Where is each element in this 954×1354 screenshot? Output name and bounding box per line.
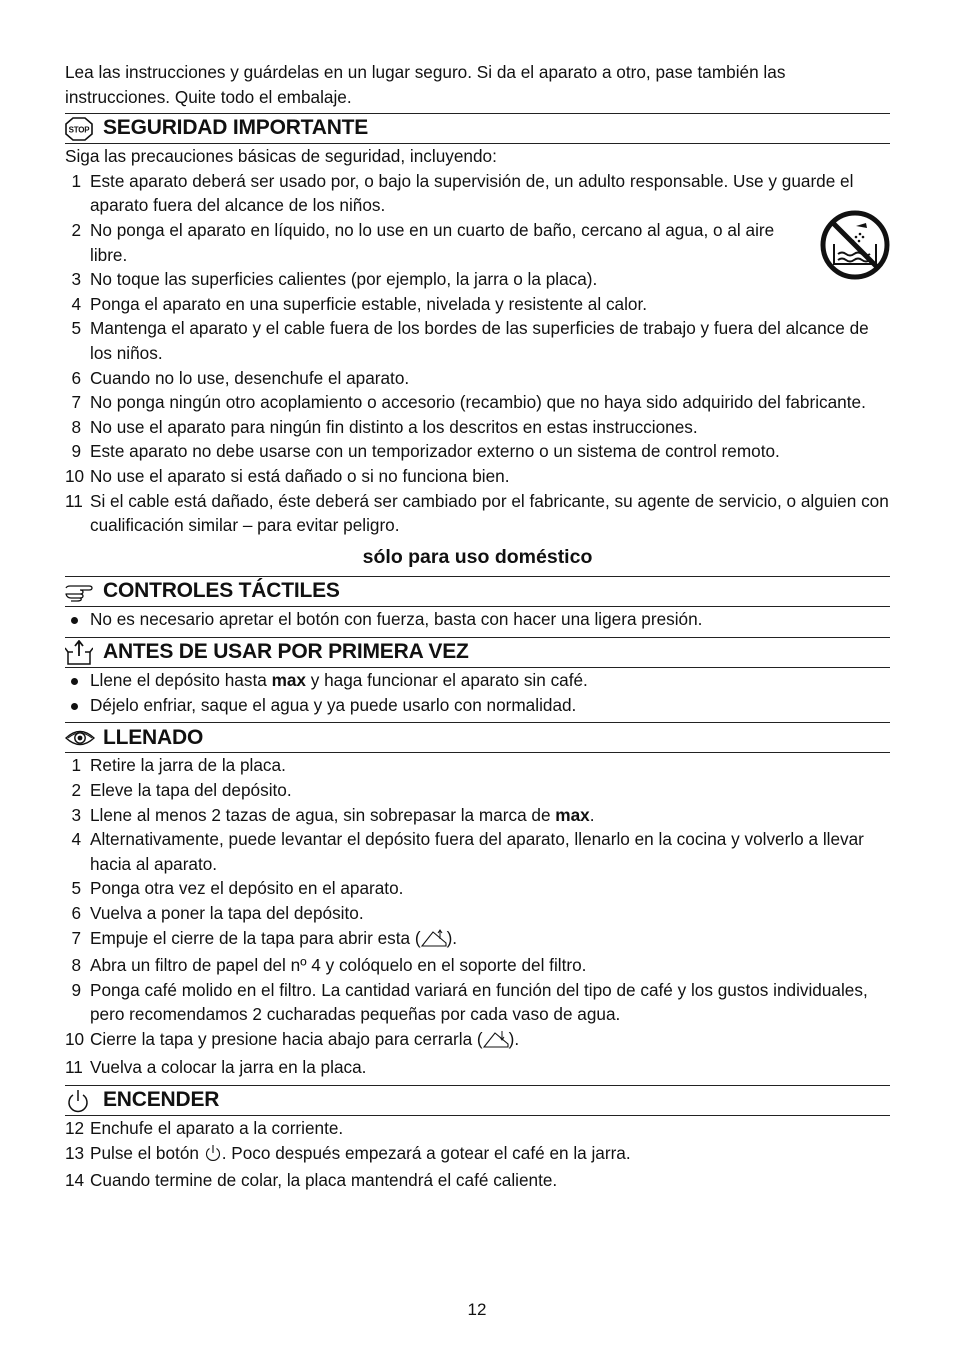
list-item-text: Alternativamente, puede levantar el depósito fuera del aparato, llenarlo en la cocina y volverlo a llevar hacia al aparato. bbox=[90, 829, 864, 874]
text-part: Cierre la tapa y presione hacia abajo para cerrarla ( bbox=[90, 1029, 483, 1049]
list-item-text: Eleve la tapa del depósito. bbox=[90, 780, 292, 801]
text-part: Pulse el botón bbox=[90, 1142, 204, 1163]
stop-icon bbox=[65, 116, 95, 142]
text-part: Llene el depósito hasta bbox=[90, 670, 272, 691]
max-mark: max bbox=[555, 804, 590, 825]
intro-text: Lea las instrucciones y guárdelas en un lugar seguro. Si da el aparato a otro, pase también las instrucciones. Quite todo el embalaje. bbox=[65, 62, 786, 107]
first-use-heading-text: ANTES DE USAR POR PRIMERA VEZ bbox=[103, 640, 469, 664]
bullet-dot bbox=[71, 678, 78, 685]
first-use-list bbox=[65, 668, 890, 717]
text-part: ). bbox=[508, 1029, 520, 1049]
list-item-number: 7 bbox=[71, 392, 81, 413]
list-item-number: 9 bbox=[71, 441, 81, 462]
list-item: 1 Retire la jarra de la placa. bbox=[71, 755, 286, 776]
list-item bbox=[65, 316, 890, 365]
safety-list bbox=[65, 169, 890, 538]
no-water-warning-icon bbox=[820, 210, 890, 285]
list-item: 9 Ponga café molido en el filtro. La cantidad variará en función del tipo de café y los gustos individuales, pero recomendamos 2 cucharadas pequeñas por cada vaso de agua. bbox=[71, 979, 868, 1025]
list-item: 5 Ponga otra vez el depósito en el aparato. bbox=[71, 878, 404, 899]
bullet-dot bbox=[71, 617, 78, 624]
text-part: . bbox=[589, 804, 595, 825]
list-item: 13 Pulse el botón . Poco después empezará a gotear el café en la jarra. bbox=[65, 1141, 890, 1169]
list-item-number: 3 bbox=[71, 269, 81, 290]
list-item bbox=[65, 464, 890, 489]
list-item-text: No ponga el aparato en líquido, no lo use en un cuarto de baño, cercano al agua, o al aire libre. bbox=[90, 219, 775, 265]
touch-heading-text: CONTROLES TÁCTILES bbox=[103, 578, 340, 602]
list-item-text: Abra un filtro de papel del nº 4 y colóquelo en el soporte del filtro. bbox=[90, 955, 587, 976]
safety-heading-text: SEGURIDAD IMPORTANTE bbox=[103, 116, 369, 140]
list-item-text: Vuelva a colocar la jarra en la placa. bbox=[90, 1056, 367, 1077]
text-part: y haga funcionar el aparato sin café. bbox=[305, 670, 588, 691]
list-item bbox=[65, 267, 890, 292]
list-item-text: No use el aparato si está dañado o si no funciona bien. bbox=[90, 465, 510, 486]
text-part: Llene al menos 2 tazas de agua, sin sobrepasar la marca de bbox=[90, 804, 556, 825]
list-item bbox=[65, 607, 890, 632]
list-item-text: No toque las superficies calientes (por ejemplo, la jarra o la placa). bbox=[90, 269, 598, 290]
power-list bbox=[65, 1116, 890, 1193]
list-item-text: Ponga el aparato en una superficie estable, nivelada y resistente al calor. bbox=[90, 293, 648, 314]
list-item bbox=[65, 668, 890, 693]
list-item-text: Si el cable está dañado, éste deberá ser cambiado por el fabricante, su agente de servicio, o alguien con cualificación similar – para evitar peligro. bbox=[90, 490, 889, 536]
list-item bbox=[65, 489, 890, 538]
text-part: ). bbox=[446, 927, 458, 948]
list-item: 3 Llene al menos 2 tazas de agua, sin sobrepasar la marca de max. bbox=[71, 804, 595, 825]
list-item bbox=[65, 415, 890, 440]
list-item-text: No es necesario apretar el botón con fuerza, basta con hacer una ligera presión. bbox=[90, 608, 703, 629]
list-item-number: 11 bbox=[65, 490, 83, 511]
list-item bbox=[65, 292, 890, 317]
lid-open-icon bbox=[421, 929, 447, 954]
list-item-text: Vuelva a poner la tapa del depósito. bbox=[90, 903, 364, 924]
list-item: 7 Empuje el cierre de la tapa para abrir esta ( ). bbox=[65, 926, 890, 954]
list-item-number: 10 bbox=[65, 465, 85, 486]
list-item-number: 6 bbox=[71, 367, 81, 388]
text-part: . Poco después empezará a gotear el café en la jarra. bbox=[221, 1142, 631, 1163]
safety-lead: Siga las precauciones básicas de seguridad, incluyendo: bbox=[65, 146, 497, 167]
list-item-text: Mantenga el aparato y el cable fuera de los bordes de las superficies de trabajo y fuera del alcance de los niños. bbox=[90, 318, 869, 363]
list-item-text: Déjelo enfriar, saque el agua y ya puede usarlo con normalidad. bbox=[90, 694, 577, 715]
svg-text:STOP: STOP bbox=[68, 125, 90, 135]
list-item bbox=[65, 390, 890, 415]
list-item-number: 2 bbox=[71, 219, 81, 240]
list-item: 8 Abra un filtro de papel del nº 4 y colóquelo en el soporte del filtro. bbox=[71, 955, 587, 976]
list-item: 4 Alternativamente, puede levantar el depósito fuera del aparato, llenarlo en la cocina y volverlo a llevar hacia al aparato. bbox=[71, 829, 864, 874]
list-item-text: Ponga otra vez el depósito en el aparato. bbox=[90, 878, 404, 899]
unpack-box-icon bbox=[65, 640, 95, 666]
list-item-text: No ponga ningún otro acoplamiento o accesorio (recambio) que no haya sido adquirido del fabricante. bbox=[90, 392, 866, 413]
pointing-hand-icon bbox=[65, 578, 95, 604]
list-item: 10 Cierre la tapa y presione hacia abajo para cerrarla ( ). bbox=[65, 1027, 890, 1055]
list-item-text: Ponga café molido en el filtro. La cantidad variará en función del tipo de café y los gustos individuales, pero recomendamos 2 cucharadas pequeñas por cada vaso de agua. bbox=[90, 979, 868, 1025]
list-item-number: 1 bbox=[71, 170, 81, 191]
list-item: 6 Vuelva a poner la tapa del depósito. bbox=[71, 903, 364, 924]
power-heading bbox=[65, 1085, 890, 1116]
list-item-number: 8 bbox=[71, 416, 81, 437]
safety-heading bbox=[65, 113, 890, 144]
document-page bbox=[65, 60, 890, 1193]
list-item: 14 Cuando termine de colar, la placa mantendrá el café caliente. bbox=[65, 1170, 558, 1191]
list-item-text: Cuando no lo use, desenchufe el aparato. bbox=[90, 367, 410, 388]
power-icon bbox=[65, 1088, 95, 1114]
page-number: 12 bbox=[467, 1300, 487, 1319]
list-item bbox=[65, 439, 890, 464]
filling-heading-text: LLENADO bbox=[103, 725, 204, 749]
list-item-text: Retire la jarra de la placa. bbox=[90, 755, 286, 776]
list-item bbox=[65, 693, 890, 718]
list-item-text: Enchufe el aparato a la corriente. bbox=[90, 1118, 344, 1139]
bullet-dot bbox=[71, 703, 78, 710]
list-item bbox=[65, 366, 890, 391]
list-item bbox=[65, 218, 890, 267]
list-item-number: 5 bbox=[71, 318, 81, 339]
list-item-text: Este aparato no debe usarse con un temporizador externo o un sistema de control remoto. bbox=[90, 441, 780, 462]
list-item-text: No use el aparato para ningún fin distinto a los descritos en estas instrucciones. bbox=[90, 416, 698, 437]
domestic-use-note: sólo para uso doméstico bbox=[362, 545, 593, 568]
touch-list bbox=[65, 607, 890, 632]
filling-heading bbox=[65, 722, 890, 753]
list-item-text: Cuando termine de colar, la placa mantendrá el café caliente. bbox=[90, 1170, 558, 1191]
filling-list bbox=[65, 753, 890, 1079]
list-item: 2 Eleve la tapa del depósito. bbox=[71, 780, 292, 801]
max-mark: max bbox=[271, 670, 306, 691]
list-item: 11 Vuelva a colocar la jarra en la placa. bbox=[65, 1056, 367, 1077]
text-part: Empuje el cierre de la tapa para abrir esta ( bbox=[90, 927, 421, 948]
list-item: 12 Enchufe el aparato a la corriente. bbox=[65, 1118, 344, 1139]
list-item-number: 4 bbox=[71, 293, 81, 314]
power-heading-text: ENCENDER bbox=[103, 1088, 220, 1112]
lid-close-icon bbox=[483, 1030, 509, 1055]
eye-icon bbox=[65, 725, 95, 751]
list-item bbox=[65, 169, 890, 218]
touch-heading bbox=[65, 576, 890, 607]
list-item-text: Este aparato deberá ser usado por, o bajo la supervisión de, un adulto responsable. Use y guarde el aparato fuera del alcance de los niños. bbox=[90, 170, 854, 216]
power-button-icon bbox=[204, 1144, 222, 1169]
first-use-heading bbox=[65, 637, 890, 668]
